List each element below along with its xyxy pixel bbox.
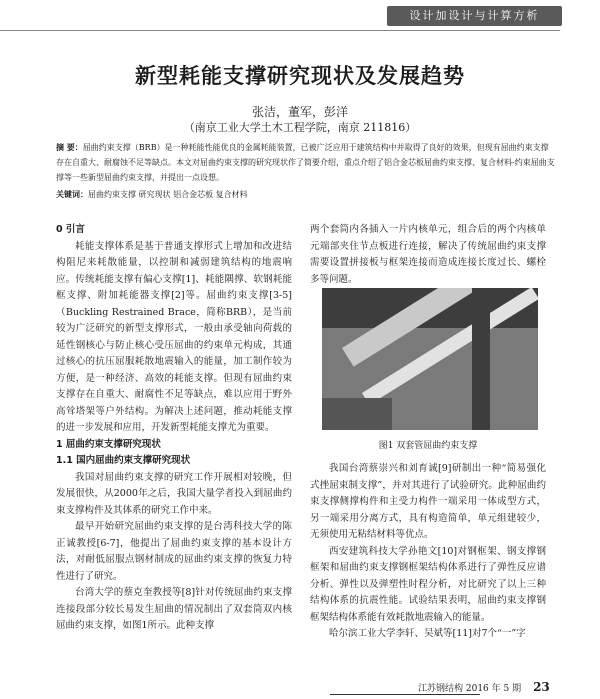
page-number: 23 xyxy=(533,680,550,694)
column-header-badge xyxy=(387,6,562,26)
page-footer xyxy=(418,680,550,694)
paragraph: 我国台湾蔡崇兴和刘育诚[9]研制出一种“简易强化式挫屈束制支撑”，并对其进行了试验研究。此种屈曲约束支撑侧撑构件和主受力构件一端采用一体成型方式，另一端采用分离方式，具有构造简单，单元组建较少，无须使用无粘结材料等优点。 xyxy=(310,463,546,540)
right-column-bottom xyxy=(310,461,546,643)
paragraph: 哈尔滨工业大学李轩、吴斌等[11]对7个“一”字 xyxy=(329,628,526,639)
paragraph: 西安建筑科技大学孙艳文[10]对钢框架、钢支撑钢框架和屈曲约束支撑钢框架结构体系进行了弹性反应谱分析、弹性以及弹塑性时程分析，对比研究了以上三种结构体系的抗震性能。试验结果表明，屈曲约束支撑钢框架结构体系能有效耗散地震输入的能量。 xyxy=(310,545,546,623)
header-rule xyxy=(0,30,560,31)
column-label: 设计加设计与计算方析 xyxy=(409,9,540,22)
journal-info: 江苏钢结构 2016 年 5 期 xyxy=(418,684,522,694)
paragraph: 台湾大学的蔡克奎教授等[8]针对传统屈曲约束支撑连接段部分较长易发生屈曲的情况制出了双套筒双内核屈曲约束支撑，如图1所示。此种支撑 xyxy=(56,587,292,631)
right-column-top xyxy=(310,222,546,288)
abstract xyxy=(56,140,556,185)
paper-title: 新型耗能支撑研究现状及发展趋势 xyxy=(135,64,465,88)
subsection-heading: 1.1 国内屈曲约束支撑研究现状 xyxy=(56,455,191,466)
keywords-label: 关键词： xyxy=(56,189,88,199)
paragraph: 两个套筒内各插入一片内核单元，组合后的两个内核单元端部夹住节点板进行连接，解决了传统屈曲约束支撑需要设置拼接板与框架连接而造成连接长度过长、螺栓多等问题。 xyxy=(310,224,546,285)
figure-photo-double-tube-brb xyxy=(322,288,538,430)
abstract-label: 摘 要： xyxy=(56,142,83,152)
abstract-text: 屈曲约束支撑（BRB）是一种耗能性能优良的金属耗能装置，已被广泛应用于建筑结构中并取得了良好的效果，但现有屈曲约束支撑存在自重大、耐腐蚀不足等缺点。本文对屈曲约束支撑的研究现状作了简要介绍，重点介绍了铝合金芯板屈曲约束支撑、复合材料-约束屈曲支撑等一些新型屈曲约束支撑，并提出一点设想。 xyxy=(56,143,555,182)
paragraph: 耗能支撑体系是基于普通支撑形式上增加和改进结构阻尼来耗散能量，以控制和减弱建筑结构的地震响应。传统耗能支撑有偏心支撑[1]、耗能隅撑、软钢耗能框支撑、附加耗能器支撑[2]等。屈曲约束支撑[3-5]（Buckling Restrained Brace，简称BRB），是当前较为广泛研究的新型支撑形式，一般由承受轴向荷载的延性钢核心与防止核心受压屈曲的约束单元构成，其通过核心的抗压屈服耗散地震输入的能量，加工制作较为方便，是一种经济、高效的耗能支撑。但现有屈曲约束支撑存在自重大、耐腐性不足等缺点，难以应用于野外高耸塔架等户外结构。为解决上述问题，推动耗能支撑的进一步发展和应用，开发新型耗能支撑尤为重要。 xyxy=(56,240,292,433)
paragraph: 我国对屈曲约束支撑的研究工作开展相对较晚，但发展很快，从2000年之后，我国大量学者投入到屈曲约束支撑构件及其体系的研究工作中来。 xyxy=(56,471,292,516)
keywords-text: 屈曲约束支撑 研究现状 铝合金芯板 复合材料 xyxy=(88,190,248,199)
paragraph: 最早开始研究屈曲约束支撑的是台湾科技大学的陈正诚教授[6-7]，他提出了屈曲约束支撑的基本设计方法，对耐低屈服点钢材制成的屈曲约束支撑的恢复力特性进行了研究。 xyxy=(56,521,292,582)
paper-authors: 张洁，董军，彭洋 xyxy=(251,105,348,119)
figure-caption: 图1 双套管屈曲约束支撑 xyxy=(378,441,478,451)
paper-affiliation: （南京工业大学土木工程学院，南京 211816） xyxy=(183,121,417,134)
footer-rule xyxy=(330,694,480,695)
section-heading: 0 引言 xyxy=(56,224,85,235)
keywords xyxy=(56,189,556,200)
left-column xyxy=(56,222,292,635)
section-heading: 1 屈曲约束支撑研究现状 xyxy=(56,438,161,450)
